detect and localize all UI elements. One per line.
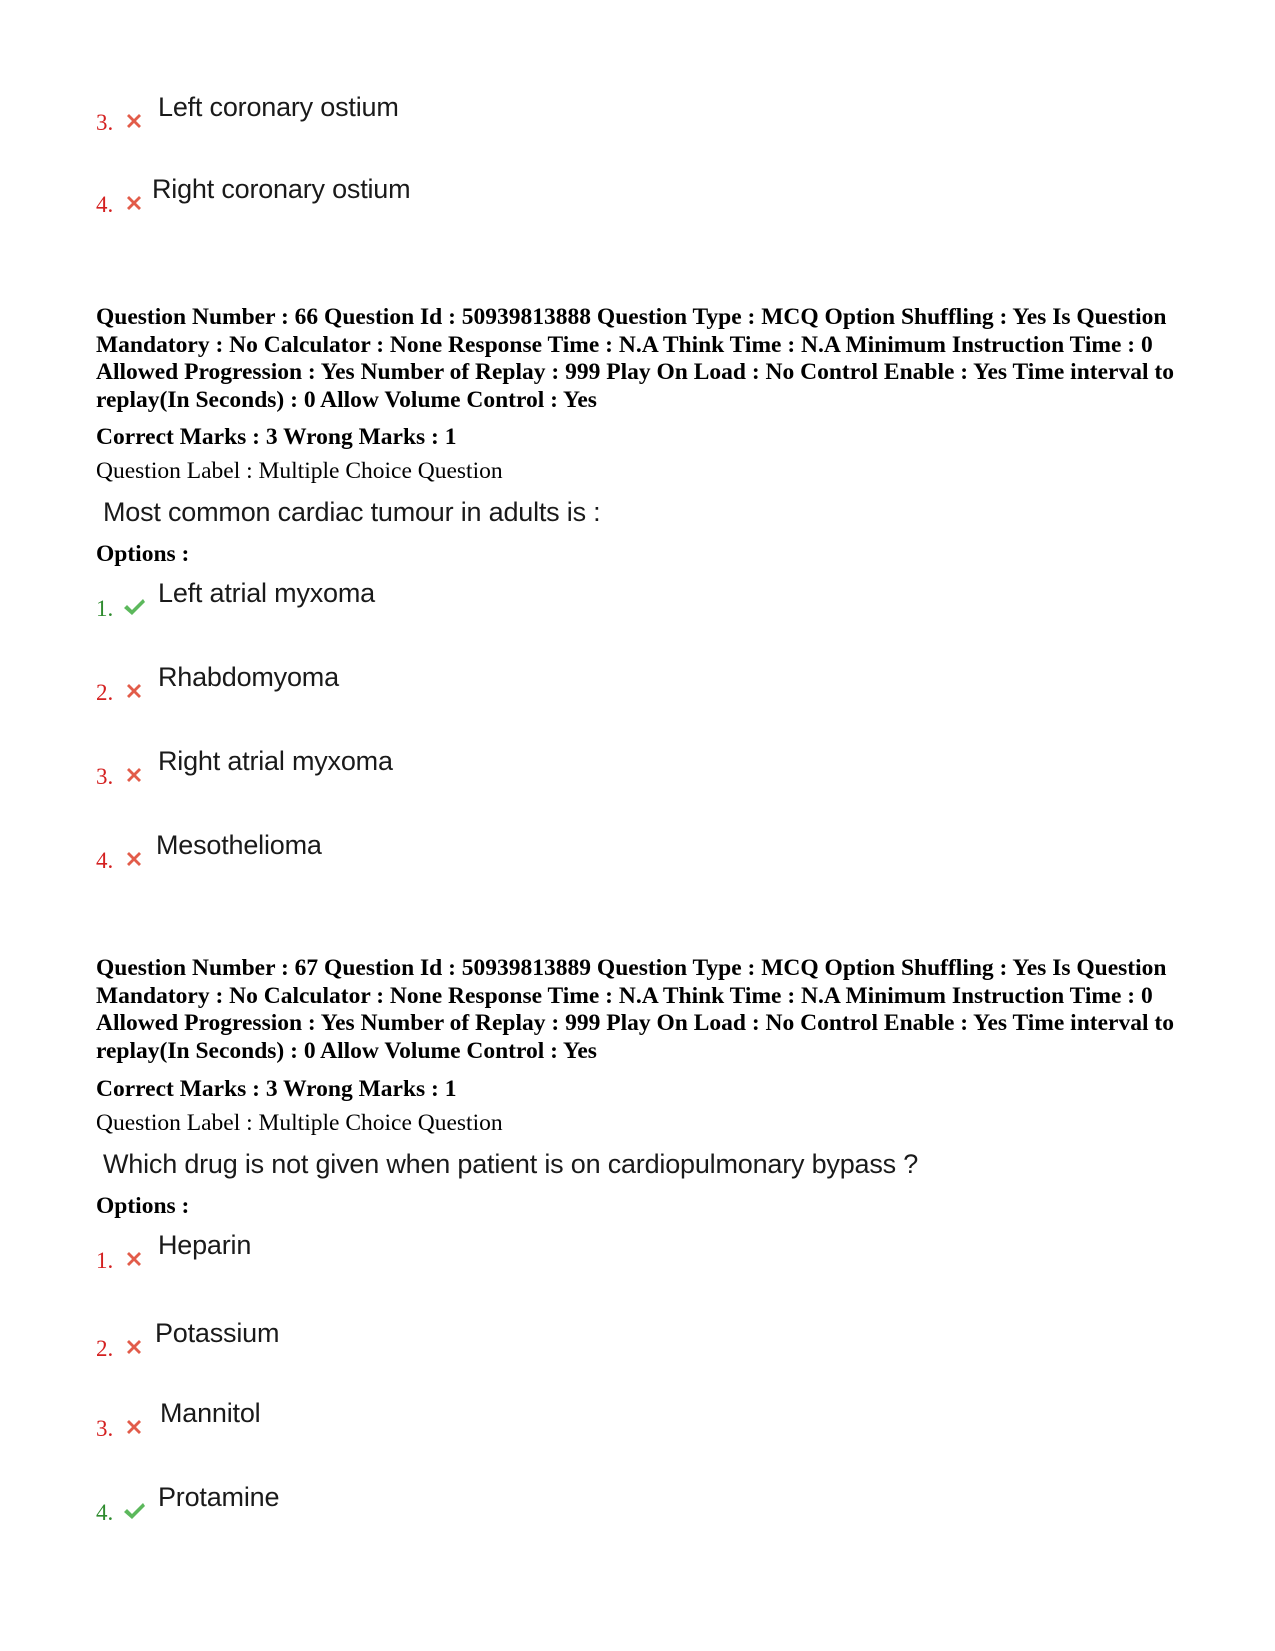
option-text: Left coronary ostium — [158, 92, 399, 122]
marks-line: Correct Marks : 3 Wrong Marks : 1 — [96, 1076, 457, 1102]
option-text: Mesothelioma — [156, 830, 322, 860]
cross-icon — [122, 109, 146, 133]
option-number: 4. — [96, 192, 114, 217]
option-number: 3. — [96, 1416, 114, 1441]
cross-icon — [122, 191, 146, 215]
cross-icon — [122, 1247, 146, 1271]
option-row — [96, 174, 996, 234]
check-icon — [122, 595, 146, 619]
option-row — [96, 830, 996, 890]
question-meta: Question Number : 67 Question Id : 50939813889 Question Type : MCQ Option Shuffling : Yes Is Question Mandatory : No Calculator : None Response Time : N.A Think Time : N.A Minimum Instruction Time : 0 Allowed Progression : Yes Number of Replay : 999 Play On Load : No Control Enable : Yes Time interval to replay(In Seconds) : 0 Allow Volume Control : Yes — [96, 955, 1174, 1064]
cross-icon — [122, 1335, 146, 1359]
option-text: Right atrial myxoma — [158, 746, 393, 776]
option-row — [96, 578, 996, 638]
check-icon — [122, 1499, 146, 1523]
cross-icon — [122, 763, 146, 787]
option-text: Left atrial myxoma — [158, 578, 375, 608]
option-number: 2. — [96, 680, 114, 705]
option-number: 3. — [96, 764, 114, 789]
option-number: 4. — [96, 1500, 114, 1525]
question-label: Question Label : Multiple Choice Question — [96, 458, 503, 484]
options-heading: Options : — [96, 541, 190, 567]
question-text: Most common cardiac tumour in adults is : — [103, 497, 601, 527]
option-row — [96, 1318, 996, 1378]
option-number: 3. — [96, 110, 114, 135]
option-row — [96, 92, 996, 152]
cross-icon — [122, 847, 146, 871]
option-number: 4. — [96, 848, 114, 873]
option-row — [96, 1230, 996, 1290]
question-label: Question Label : Multiple Choice Question — [96, 1110, 503, 1136]
option-text: Right coronary ostium — [152, 174, 411, 204]
option-number: 2. — [96, 1336, 114, 1361]
cross-icon — [122, 1415, 146, 1439]
question-text: Which drug is not given when patient is on cardiopulmonary bypass ? — [103, 1149, 919, 1179]
option-number: 1. — [96, 596, 114, 621]
question-meta: Question Number : 66 Question Id : 50939813888 Question Type : MCQ Option Shuffling : Yes Is Question Mandatory : No Calculator : None Response Time : N.A Think Time : N.A Minimum Instruction Time : 0 Allowed Progression : Yes Number of Replay : 999 Play On Load : No Control Enable : Yes Time interval to replay(In Seconds) : 0 Allow Volume Control : Yes — [96, 304, 1174, 413]
options-heading: Options : — [96, 1193, 190, 1219]
cross-icon — [122, 679, 146, 703]
option-text: Mannitol — [160, 1398, 261, 1428]
option-row — [96, 1398, 996, 1458]
option-row — [96, 662, 996, 722]
option-text: Protamine — [158, 1482, 280, 1512]
option-text: Potassium — [155, 1318, 280, 1348]
option-number: 1. — [96, 1248, 114, 1273]
option-row — [96, 1482, 996, 1542]
option-text: Heparin — [158, 1230, 252, 1260]
option-text: Rhabdomyoma — [158, 662, 339, 692]
option-row — [96, 746, 996, 806]
marks-line: Correct Marks : 3 Wrong Marks : 1 — [96, 424, 457, 450]
